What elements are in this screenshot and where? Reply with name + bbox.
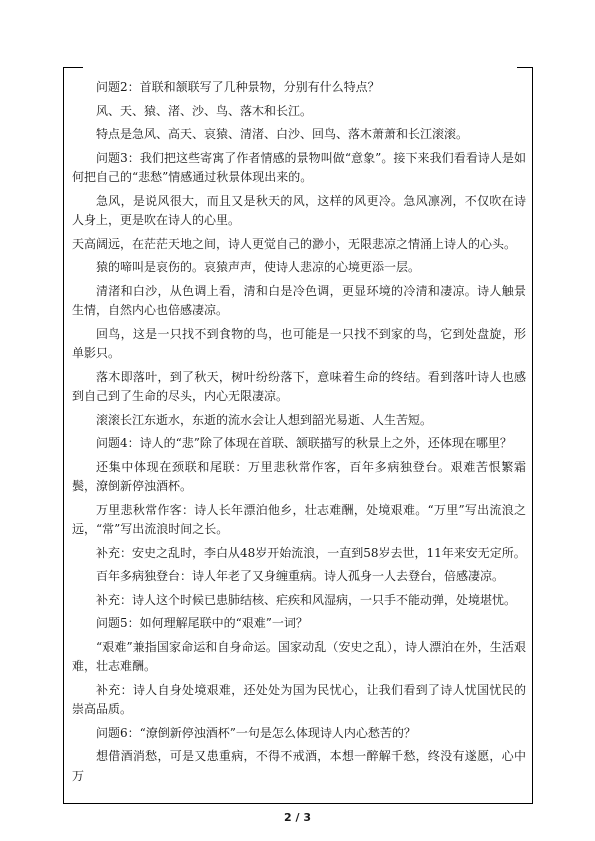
paragraph: 补充：诗人这个时候已患肺结核、疟疾和风湿病，一只手不能动弹，处境堪忧。: [96, 592, 517, 607]
paragraph: 问题5：如何理解尾联中的“艰难”一词？: [96, 616, 308, 630]
content-table-cell: [63, 67, 533, 804]
paragraph: 想借酒消愁，可是又患重病，不得不戒酒，本想一醉解千愁，终没有遂愿，心中万: [72, 749, 526, 783]
paragraph: 猿的啼叫是哀伤的。哀猿声声，使诗人悲凉的心境更添一层。: [96, 260, 421, 274]
paragraph: 特点是急风、高天、哀猿、清渚、白沙、回鸟、落木萧萧和长江滚滚。: [96, 127, 469, 141]
paragraph: 问题2：首联和颔联写了几种景物，分别有什么特点？: [96, 80, 380, 94]
paragraph: 问题3：我们把这些寄寓了作者情感的景物叫做“意象”。接下来我们看看诗人是如何把自己的“悲愁”情感通过秋景体现出来的。: [72, 150, 526, 184]
document-body: [64, 67, 532, 786]
cell-top-border-right: [517, 67, 533, 68]
paragraph: 急风，是说风很大，而且又是秋天的风，这样的风更冷。急风凛冽，不仅吹在诗人身上，更是吹在诗人的心里。: [72, 193, 526, 227]
cell-top-border-left: [63, 67, 83, 68]
paragraph: 还集中体现在颈联和尾联：万里悲秋常作客，百年多病独登台。艰难苦恨繁霜鬓，潦倒新停浊酒杯。: [72, 459, 526, 493]
paragraph: 清渚和白沙，从色调上看，清和白是冷色调，更显环境的冷清和凄凉。诗人触景生情，自然内心也倍感凄凉。: [72, 283, 526, 317]
paragraph: 补充：诗人自身处境艰难，还处处为国为民忧心，让我们看到了诗人忧国忧民的崇高品质。: [72, 682, 526, 716]
paragraph: 回鸟，这是一只找不到食物的鸟，也可能是一只找不到家的鸟，它到处盘旋，形单影只。: [72, 326, 526, 360]
paragraph: 风、天、猿、渚、沙、鸟、落木和长江。: [96, 103, 313, 118]
paragraph: 问题4：诗人的“悲”除了体现在首联、颔联描写的秋景上之外，还体现在哪里？: [96, 436, 512, 450]
paragraph: 滚滚长江东逝水，东逝的流水会让人想到韶光易逝、人生苦短。: [96, 412, 433, 427]
paragraph: 天高阔远，在茫茫天地之间，诗人更觉自己的渺小，无限悲凉之情涌上诗人的心头。: [72, 236, 517, 251]
paragraph: 万里悲秋常作客：诗人长年漂泊他乡，壮志难酬，处境艰难。“万里”写出流浪之远，“常”写出流浪时间之长。: [72, 502, 526, 536]
paragraph: 百年多病独登台：诗人年老了又身缠重病。诗人孤身一人去登台，倍感凄凉。: [96, 569, 505, 583]
page-number: 2 / 3: [284, 811, 311, 824]
paragraph: 落木即落叶，到了秋天，树叶纷纷落下，意味着生命的终结。看到落叶诗人也感到自己到了生命的尽头，内心无限凄凉。: [72, 369, 526, 403]
paragraph: “艰难”兼指国家命运和自身命运。国家动乱（安史之乱），诗人漂泊在外，生活艰难，壮志难酬。: [72, 639, 526, 673]
paragraph: 问题6：“潦倒新停浊酒杯”一句是怎么体现诗人内心愁苦的？: [96, 725, 416, 740]
paragraph: 补充：安史之乱时，李白从48岁开始流浪，一直到58岁去世，11年来安无定所。: [96, 545, 526, 560]
